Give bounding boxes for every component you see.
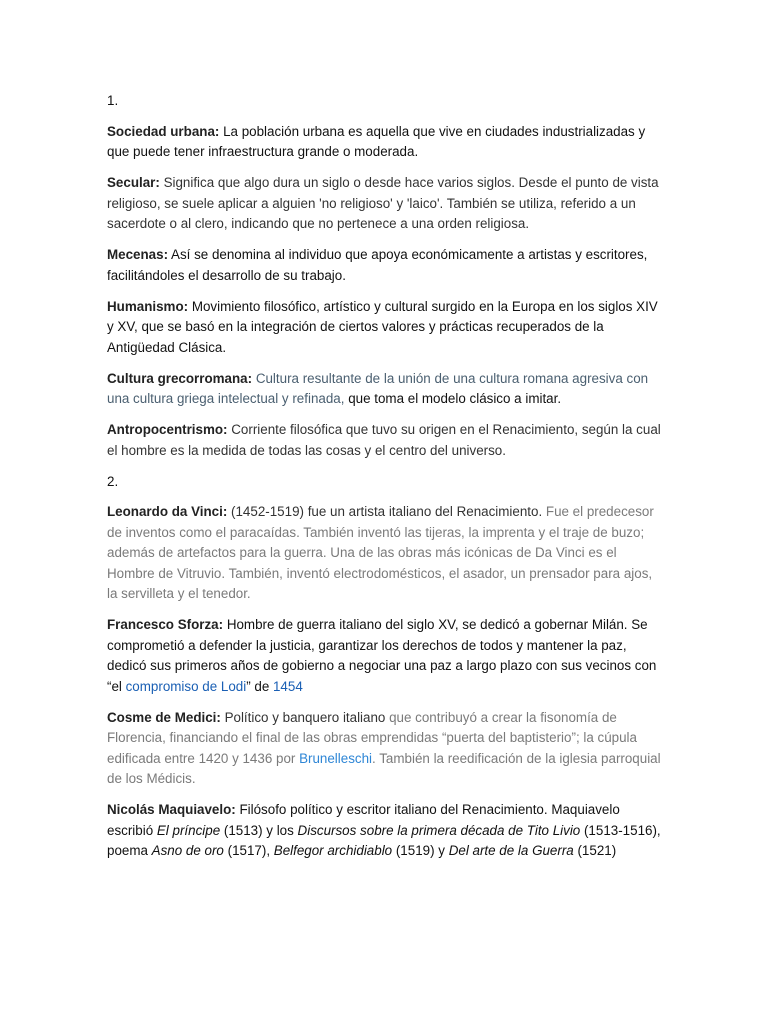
term-label: Sociedad urbana: — [107, 123, 220, 139]
definition-text-end: . También la reedificación de la iglesia parroquial de los Médicis. — [107, 750, 661, 786]
entry-cosme-de-medici — [107, 708, 663, 790]
term-label: Humanismo: — [107, 298, 189, 314]
entry-cultura-grecorromana — [107, 369, 663, 410]
entry-sociedad-urbana — [107, 122, 663, 163]
term-label: Cosme de Medici: — [107, 709, 221, 725]
definition-text: Corriente filosófica que tuvo su origen en el Renacimiento, según la cual el hombre es la medida de todas las cosas y el centro del universo. — [107, 422, 661, 458]
entry-nicolas-maquiavelo — [107, 800, 663, 862]
definition-text: (1452-1519) fue un artista italiano del Renacimiento. — [227, 504, 543, 519]
term-label: Leonardo da Vinci: — [107, 504, 228, 519]
entry-leonardo-da-vinci — [107, 502, 663, 605]
definition-text-continued: que contribuyó a crear la fisonomía de Florencia, financiando el final de las obras emprendidas “puerta del baptisterio”; la cúpula edificada entre 1420 y 1436 por — [107, 709, 637, 766]
definition-text: (1521) — [573, 843, 617, 858]
work-title: Belfegor archidiablo — [273, 843, 393, 858]
definition-text: (1513-1516), poema — [107, 822, 661, 858]
term-label: Francesco Sforza: — [107, 617, 224, 632]
definition-text: (1513) y los — [220, 822, 298, 838]
definition-text: (1519) y — [392, 843, 449, 858]
definition-text-continued: ” de — [246, 678, 273, 694]
term-label: Nicolás Maquiavelo: — [107, 802, 236, 817]
term-label: Mecenas: — [107, 247, 169, 262]
entry-secular — [107, 173, 663, 235]
section-number-1: 1. — [107, 93, 119, 108]
term-label: Cultura grecorromana: — [107, 370, 253, 386]
work-title: Discursos sobre la primera década de Tito Livio — [297, 822, 581, 838]
year-1454-link[interactable]: 1454 — [272, 678, 303, 694]
document-page — [107, 91, 663, 872]
brunelleschi-link[interactable]: Brunelleschi — [299, 750, 373, 766]
work-title: El príncipe — [156, 822, 221, 838]
entry-antropocentrismo — [107, 420, 663, 461]
compromiso-de-lodi-link[interactable]: compromiso de Lodi — [125, 678, 247, 694]
entry-humanismo — [107, 297, 663, 359]
definition-text: Así se denomina al individuo que apoya económicamente a artistas y escritores, facilitándoles el desarrollo de su trabajo. — [107, 247, 648, 283]
definition-text: Movimiento filosófico, artístico y cultural surgido en la Europa en los siglos XIV y XV, que se basó en la integración de ciertos valores y prácticas recuperados de la Antigüedad Clásica. — [107, 298, 658, 355]
entry-mecenas — [107, 245, 663, 286]
work-title: Asno de oro — [151, 843, 224, 858]
definition-text-continued: Fue el predecesor de inventos como el paracaídas. También inventó las tijeras, la imprenta y el traje de buzo; además de artefactos para la guerra. Una de las obras más icónicas de Da Vinci es el Hombre de Vitruvio. También, inventó electrodomésticos, el asador, un prensador para ajos, la servilleta y el tenedor. — [107, 504, 654, 601]
definition-text: Cultura resultante de la unión de una cultura romana agresiva con una cultura griega intelectual y refinada, — [107, 370, 649, 406]
definition-text: Significa que algo dura un siglo o desde hace varios siglos. Desde el punto de vista religioso, se suele aplicar a alguien 'no religioso' y 'laico'. También se utiliza, referido a un sacerdote o al clero, indicando que no pertenece a una orden religiosa. — [107, 175, 659, 231]
definition-text-continued: que toma el modelo clásico a imitar. — [344, 391, 562, 406]
term-label: Secular: — [107, 175, 160, 190]
section-number-2: 2. — [107, 473, 119, 489]
term-label: Antropocentrismo: — [107, 422, 228, 437]
definition-text: Filósofo político y escritor italiano del Renacimiento. Maquiavelo escribió — [107, 802, 620, 838]
definition-text: Hombre de guerra italiano del siglo XV, se dedicó a gobernar Milán. Se comprometió a defender la justicia, garantizar los derechos de todos y mantener la paz, dedicó sus primeros años de gobierno a negociar una paz a largo plazo con sus vecinos con “el — [107, 617, 657, 694]
entry-francesco-sforza — [107, 615, 663, 697]
definition-text: La población urbana es aquella que vive en ciudades industrializadas y que puede tener infraestructura grande o moderada. — [107, 123, 646, 159]
definition-text: (1517), — [223, 843, 274, 858]
work-title: Del arte de la Guerra — [448, 843, 574, 858]
definition-text: Político y banquero italiano — [220, 709, 386, 725]
